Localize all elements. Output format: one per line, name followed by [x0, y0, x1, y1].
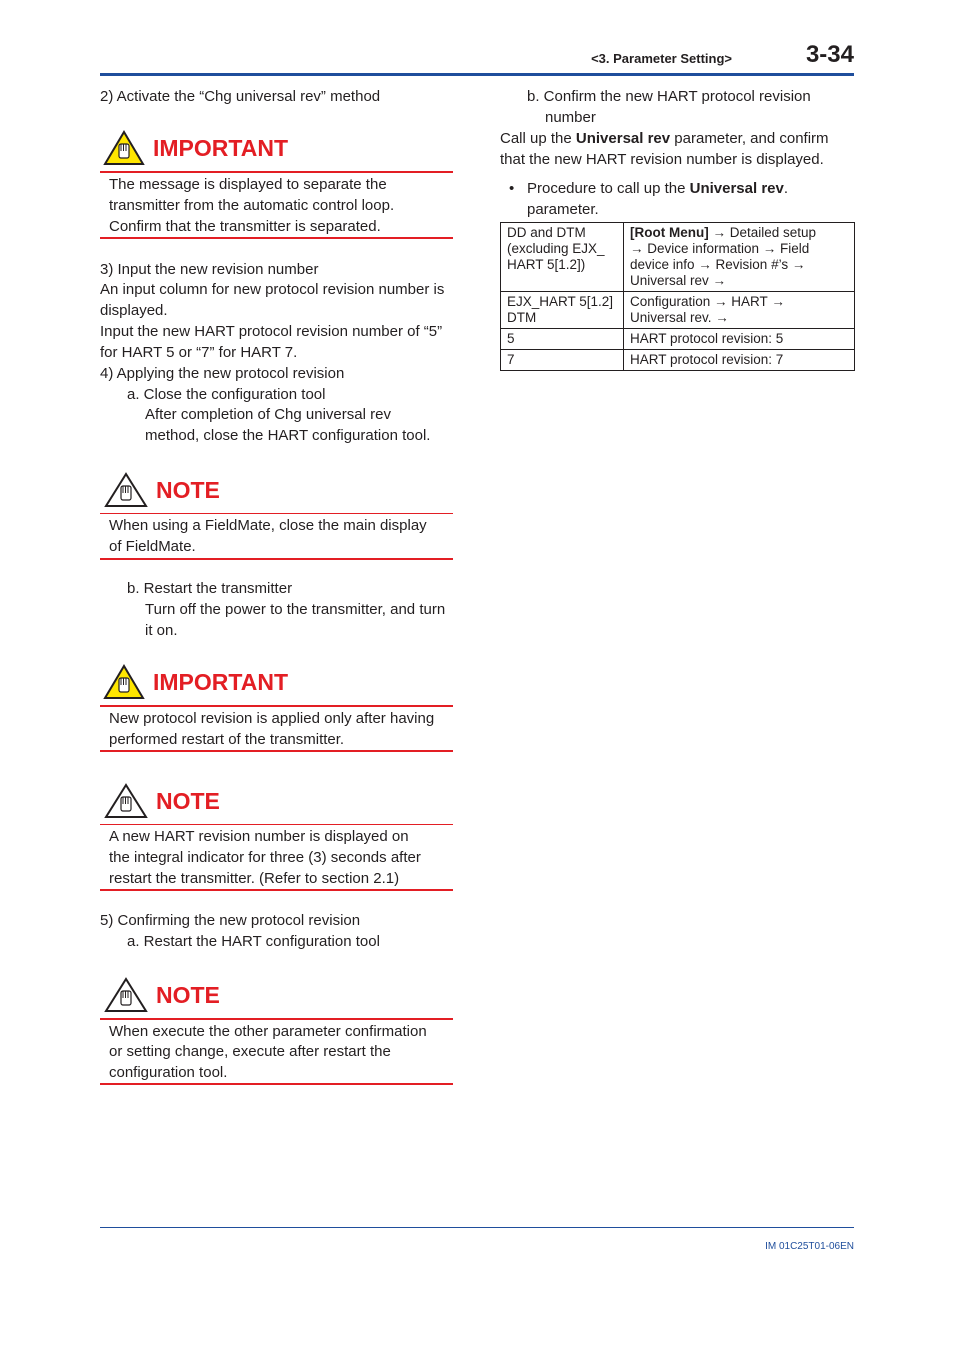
box-top-rule: [100, 824, 453, 825]
step-4-title: 4) Applying the new protocol revision: [100, 365, 345, 382]
step-4a-title: a. Close the configuration tool: [127, 386, 326, 403]
box-bottom-rule: [100, 558, 453, 560]
table-row: [501, 329, 855, 350]
table-row: [501, 350, 855, 371]
note-text-line: A new HART revision number is displayed on: [109, 828, 409, 845]
step-5a-title: a. Restart the HART configuration tool: [127, 933, 380, 950]
table-cell: HART protocol revision: 5: [624, 329, 855, 350]
note-hand-icon: [104, 783, 148, 819]
note-text-line: the integral indicator for three (3) seconds after: [109, 849, 421, 866]
important-text-line: Confirm that the transmitter is separated.: [109, 218, 381, 235]
box-bottom-rule: [100, 750, 453, 752]
box-top-rule: [100, 705, 453, 707]
step-3-text: displayed.: [100, 302, 168, 319]
step-4b-text: it on.: [145, 622, 178, 639]
parameter-table: [500, 222, 855, 371]
box-top-rule: [100, 171, 453, 173]
step-2: 2) Activate the “Chg universal rev” method: [100, 88, 381, 105]
step-4b-title: b. Restart the transmitter: [127, 580, 293, 597]
box-top-rule: [100, 513, 453, 514]
note-text-line: When execute the other parameter confirmation: [109, 1023, 427, 1040]
table-row: [501, 292, 855, 329]
box-bottom-rule: [100, 237, 453, 239]
step-4b-text: Turn off the power to the transmitter, and turn: [145, 601, 446, 618]
note-text-line: of FieldMate.: [109, 538, 196, 555]
warning-hand-icon: [103, 130, 145, 166]
step-5-title: 5) Confirming the new protocol revision: [100, 912, 361, 929]
note-hand-icon: [104, 472, 148, 508]
important-text-line: performed restart of the transmitter.: [109, 731, 345, 748]
note-text-line: restart the transmitter. (Refer to section 2.1): [109, 870, 400, 887]
important-text-line: transmitter from the automatic control loop.: [109, 197, 395, 214]
step-b-title: b. Confirm the new HART protocol revision: [527, 88, 811, 105]
note-text-line: When using a FieldMate, close the main display: [109, 517, 427, 534]
step-3-text: for HART 5 or “7” for HART 7.: [100, 344, 298, 361]
table-cell: HART protocol revision: 7: [624, 350, 855, 371]
important-title: IMPORTANT: [153, 135, 289, 161]
step-3-text: Input the new HART protocol revision number of “5”: [100, 323, 443, 340]
table-cell: 5: [501, 329, 624, 350]
table-cell: [Root Menu] → Detailed setup → Device information → Field device info → Revision #’s → Universal rev →: [624, 223, 855, 292]
page-number: 3-34: [805, 41, 854, 68]
table-cell: 7: [501, 350, 624, 371]
step-3-text: An input column for new protocol revision number is: [100, 281, 445, 298]
bullet-item-cont: parameter.: [527, 201, 599, 218]
note-text-line: or setting change, execute after restart the: [109, 1043, 391, 1060]
bullet-marker: •: [509, 180, 515, 197]
document-id: IM 01C25T01-06EN: [765, 1241, 854, 1252]
paragraph: Call up the Universal rev parameter, and confirm: [500, 130, 829, 147]
note-hand-icon: [104, 977, 148, 1013]
step-4a-text: method, close the HART configuration tool.: [145, 427, 431, 444]
note-title: NOTE: [156, 788, 220, 814]
box-bottom-rule: [100, 889, 453, 891]
note-title: NOTE: [156, 982, 220, 1008]
box-top-rule: [100, 1018, 453, 1020]
step-3-title: 3) Input the new revision number: [100, 261, 319, 278]
table-cell: Configuration → HART → Universal rev. →: [624, 292, 855, 329]
paragraph: that the new HART revision number is displayed.: [500, 151, 824, 168]
note-text-line: configuration tool.: [109, 1064, 228, 1081]
section-title: <3. Parameter Setting>: [591, 51, 732, 66]
table-row: [501, 223, 855, 292]
box-bottom-rule: [100, 1083, 453, 1085]
step-4a-text: After completion of Chg universal rev: [145, 406, 391, 423]
footer-rule: [100, 1227, 854, 1228]
important-text-line: The message is displayed to separate the: [109, 176, 387, 193]
important-title: IMPORTANT: [153, 669, 289, 695]
table-cell: EJX_HART 5[1.2] DTM: [501, 292, 624, 329]
table-cell: DD and DTM (excluding EJX_ HART 5[1.2]): [501, 223, 624, 292]
note-title: NOTE: [156, 477, 220, 503]
warning-hand-icon: [103, 664, 145, 700]
bullet-item: Procedure to call up the Universal rev.: [527, 180, 789, 197]
header-rule: [100, 73, 854, 76]
important-text-line: New protocol revision is applied only after having: [109, 710, 435, 727]
step-b-title-cont: number: [545, 109, 596, 126]
